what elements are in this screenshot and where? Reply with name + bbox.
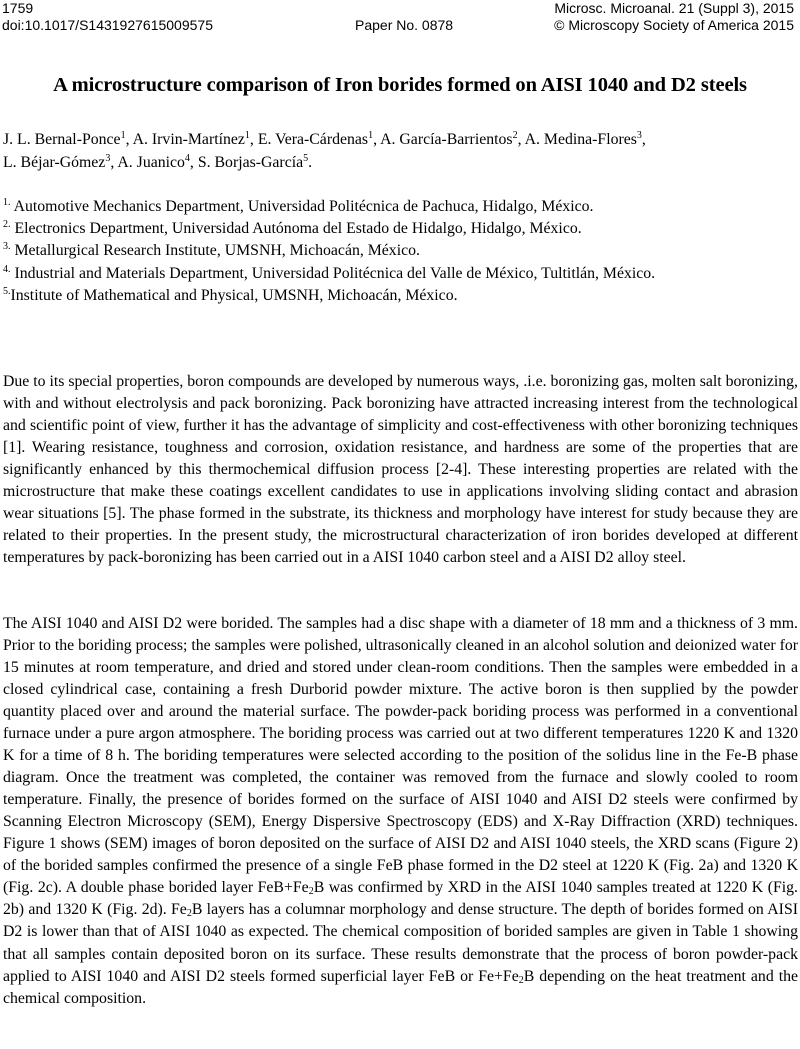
author: A. Medina-Flores$^3$, — [524, 130, 646, 148]
body-paragraph-introduction: Due to its special properties, boron compounds are developed by numerous ways, .i.e. boronizing gas, molten salt boronizing, with and without electrolysis and pack boronizing. Pack boronizing have attracted increasing interest from the technological and scientific point of view, further it has the advantage of simplicity and cost-effectiveness with other boronizing techniques [1]. Wearing resistance, toughness and corrosion, oxidation resistance, and hardness are some of the properties that are significantly enhanced by this thermochemical diffusion process [2-4]. These interesting properties are related with the microstructure that make these coatings excellent candidates to use in applications involving sliding contact and abrasion wear situations [5]. The phase formed in the substrate, its thickness and morphology have interest for study because they are related to their properties. In the present study, the microstructural characterization of iron borides developed at different temperatures by pack-boronizing has been carried out in a AISI 1040 carbon steel and a AISI D2 alloy steel. — [3, 372, 798, 567]
page-number: 1759 — [2, 0, 34, 16]
author: A. Irvin-Martínez$^1$, — [132, 130, 258, 148]
affiliation-list — [3, 196, 798, 307]
affiliation: $^{1.}$ Automotive Mechanics Department, Universidad Politécnica de Pachuca, Hidalgo, México. — [3, 197, 594, 215]
author: E. Vera-Cárdenas$^1$, — [257, 130, 381, 148]
affiliation: $^{3.}$ Metallurgical Research Institute, UMSNH, Michoacán, México. — [3, 241, 420, 260]
author: J. L. Bernal-Ponce$^1$, — [3, 130, 133, 148]
paper-title: A microstructure comparison of Iron borides formed on AISI 1040 and D2 steels — [53, 74, 747, 96]
author: S. Borjas-García$^5$. — [197, 153, 313, 171]
affiliation: $^{5.}$Institute of Mathematical and Physical, UMSNH, Michoacán, México. — [3, 285, 458, 304]
author: A. Juanico$^4$, — [117, 153, 198, 171]
doi: doi:10.1017/S1431927615009575 — [2, 17, 213, 33]
author-list — [3, 128, 798, 174]
affiliation: $^{4.}$ Industrial and Materials Department, Universidad Politécnica del Valle de México, Tultitlán, México. — [3, 263, 656, 282]
affiliation: $^{2.}$ Electronics Department, Universidad Autónoma del Estado de Hidalgo, Hidalgo, México. — [3, 219, 582, 238]
body-paragraph-methods: The AISI 1040 and AISI D2 were borided. The samples had a disc shape with a diameter of 18 mm and a thickness of 3 mm. Prior to the boriding process; the samples were polished, ultrasonically cleaned in an alcohol solution and deionized water for 15 minutes at room temperature, and dried and stored under clean-room conditions. Then the samples were embedded in a closed cylindrical case, containing a fresh Durborid powder mixture. The active boron is then supplied by the powder quantity placed over and around the material surface. The powder-pack boriding process was performed in a conventional furnace under a pure argon atmosphere. The boriding process was carried out at two different temperatures 1220 K and 1320 K for a time of 8 h. The boriding temperatures were selected according to the position of the solidus line in the Fe-B phase diagram. Once the treatment was completed, the container was removed from the furnace and slowly cooled to room temperature. Finally, the presence of borides formed on the surface of AISI 1040 and AISI D2 steels were confirmed by Scanning Electron Microscopy (SEM), Energy Dispersive Spectroscopy (EDS) and X-Ray Diffraction (XRD) techniques. Figure 1 shows (SEM) images of boron deposited on the surface of AISI D2 and AISI 1040 steels, the XRD scans (Figure 2) of the borided samples confirmed the presence of a single FeB phase formed in the D2 steel at 1220 K (Fig. 2a) and 1320 K (Fig. 2c). A double phase borided layer $FeB+Fe_2B$ was confirmed by XRD in the AISI 1040 samples treated at 1220 K (Fig. 2b) and 1320 K (Fig. 2d). $Fe_2B$ layers has a columnar morphology and dense structure. The depth of borides formed on AISI D2 is lower than that of AISI 1040 as expected. The chemical composition of borided samples are given in Table 1 showing that all samples contain deposited boron on its surface. These results demonstrate that the process of boron powder-pack applied to AISI 1040 and AISI D2 steels formed superficial layer FeB or $Fe+Fe_2B$ depending on the heat treatment and the chemical composition. — [3, 614, 798, 1007]
copyright: © Microscopy Society of America 2015 — [554, 17, 794, 33]
author: L. Béjar-Gómez$^3$, — [3, 153, 118, 171]
paper-number: Paper No. 0878 — [355, 17, 454, 33]
author: A. García-Barrientos$^2$, — [380, 130, 525, 148]
journal-citation: Microsc. Microanal. 21 (Suppl 3), 2015 — [554, 0, 794, 16]
